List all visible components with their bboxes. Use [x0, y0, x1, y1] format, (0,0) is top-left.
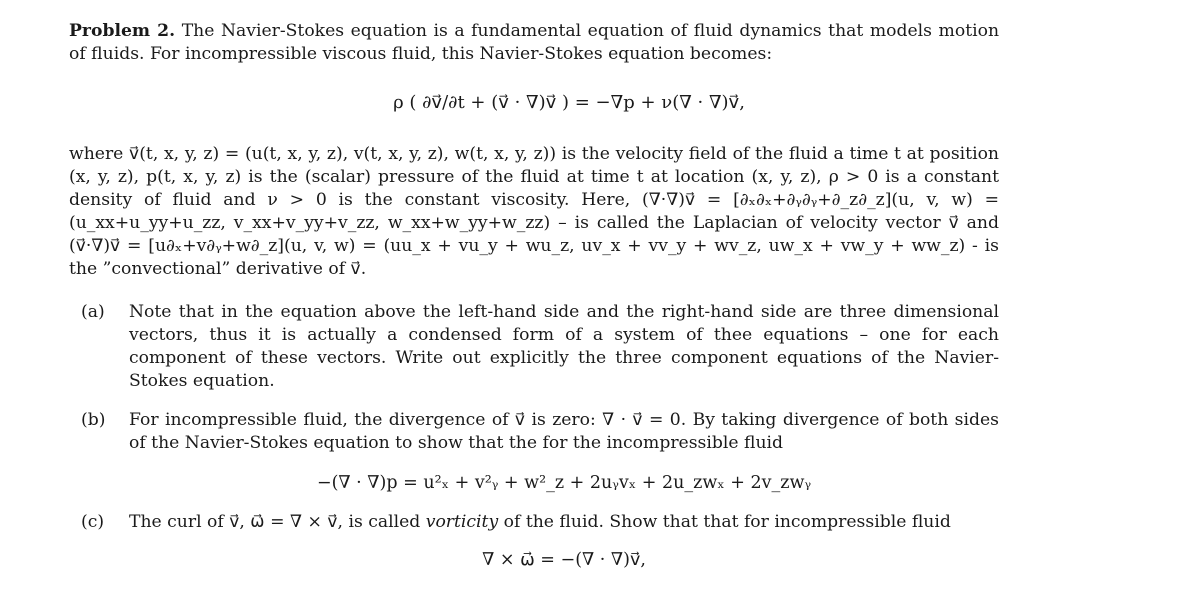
part-c — [69, 511, 999, 534]
problem-intro — [69, 20, 999, 66]
part-b-label: (b) — [81, 410, 106, 430]
part-b — [69, 409, 999, 455]
part-c-text-after: of the fluid. Show that that for incompressible fluid — [503, 512, 951, 532]
part-c-label: (c) — [81, 512, 105, 532]
part-c-text — [129, 511, 999, 534]
part-c-text-before: The curl of v⃗, ω⃗ = ∇ × v⃗, is called — [129, 512, 421, 532]
part-b-text: For incompressible fluid, the divergence of v⃗ is zero: ∇ · v⃗ = 0. By taking divergence of both sides of the Navier-Stokes equation to show that the for the incompressible fluid — [129, 410, 999, 453]
intro-text: The Navier-Stokes equation is a fundamental equation of fluid dynamics that models motion of fluids. For incompressible viscous fluid, this Navier-Stokes equation becomes: — [69, 21, 1000, 64]
navier-stokes-equation: ρ ( ∂v⃗/∂t + (v⃗ · ∇)v⃗ ) = −∇p + ν(∇ · ∇)v⃗, — [393, 92, 745, 113]
part-b-equation: −(∇ · ∇)p = u²ₓ + v²ᵧ + w²_z + 2uᵧvₓ + 2u_zwₓ + 2v_zwᵧ — [316, 473, 812, 493]
part-a — [69, 301, 999, 393]
problem-heading: Problem 2. — [69, 21, 176, 41]
problem-document — [69, 18, 999, 570]
part-a-label: (a) — [81, 302, 105, 322]
definitions-paragraph: where v⃗(t, x, y, z) = (u(t, x, y, z), v(t, x, y, z), w(t, x, y, z)) is the velocity field of the fluid a time t at position (x, y, z), p(t, x, y, z) is the (scalar) pressure of the fluid at time t at location (x, y, z), ρ > 0 is a constant density of fluid and ν > 0 is the constant viscosity. Here, (∇·∇)v⃗ = [∂ₓ∂ₓ+∂ᵧ∂ᵧ+∂_z∂_z](u, v, w) = (u_xx+u_yy+u_zz, v_xx+v_yy+v_zz, w_xx+w_yy+w_zz) – is called the Laplacian of velocity vector v⃗ and (v⃗·∇)v⃗ = [u∂ₓ+v∂ᵧ+w∂_z](u, v, w) = (uu_x + vu_y + wu_z, uv_x + vv_y + wv_z, uw_x + vw_y + ww_z) - is the ”convectional” derivative of v⃗. — [69, 144, 999, 279]
part-a-text: Note that in the equation above the left-hand side and the right-hand side are three dimensional vectors, thus it is actually a condensed form of a system of thee equations – one for each component of these vectors. Write out explicitly the three component equations of the Navier-Stokes equation. — [129, 302, 999, 391]
part-c-equation: ∇ × ω⃗ = −(∇ · ∇)v⃗, — [482, 550, 646, 570]
vorticity-term: vorticity — [425, 512, 499, 532]
